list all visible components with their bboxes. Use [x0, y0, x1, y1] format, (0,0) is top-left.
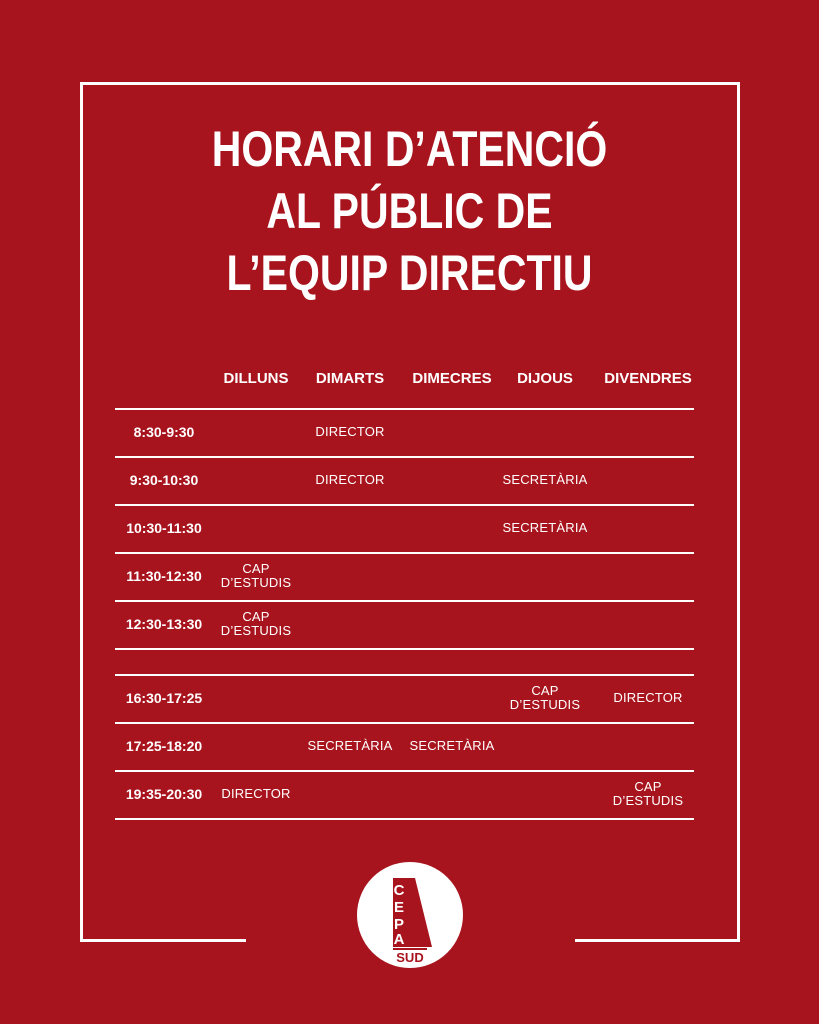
schedule-cell-dimarts: SECRETÀRIA	[307, 738, 393, 753]
time-slot-label: 19:35-20:30	[125, 786, 203, 802]
schedule-cell-dilluns: CAP D’ESTUDIS	[220, 609, 292, 638]
logo-sud-text: SUD	[396, 950, 424, 965]
table-divider	[115, 770, 694, 772]
schedule-cell-dilluns: DIRECTOR	[221, 786, 291, 801]
table-divider	[115, 504, 694, 506]
time-slot-label: 16:30-17:25	[125, 690, 203, 706]
table-divider	[115, 408, 694, 410]
logo-mark	[357, 862, 463, 968]
table-divider	[115, 552, 694, 554]
schedule-cell-dimarts: DIRECTOR	[315, 472, 385, 487]
schedule-cell-dijous: CAP D’ESTUDIS	[509, 683, 581, 712]
table-divider	[115, 818, 694, 820]
title-line-2: AL PÚBLIC DE	[266, 183, 553, 239]
schedule-cell-dijous: SECRETÀRIA	[502, 472, 588, 487]
schedule-cell-divendres: DIRECTOR	[613, 690, 683, 705]
logo-letter-e: E	[393, 899, 405, 916]
table-divider	[115, 722, 694, 724]
time-slot-label: 17:25-18:20	[125, 738, 203, 754]
table-divider	[115, 674, 694, 676]
schedule-cell-dijous: SECRETÀRIA	[502, 520, 588, 535]
day-header-dilluns: DILLUNS	[223, 370, 289, 387]
frame-bottom-right-line	[575, 939, 740, 942]
time-slot-label: 12:30-13:30	[125, 616, 203, 632]
table-divider	[115, 456, 694, 458]
schedule-cell-dimecres: SECRETÀRIA	[409, 738, 495, 753]
title-line-1: HORARI D’ATENCIÓ	[211, 121, 608, 177]
day-header-dimarts: DIMARTS	[315, 370, 385, 387]
title-line-3: L’EQUIP DIRECTIU	[226, 245, 593, 301]
day-header-divendres: DIVENDRES	[604, 370, 692, 387]
schedule-cell-divendres: CAP D’ESTUDIS	[612, 779, 684, 808]
schedule-cell-dimarts: DIRECTOR	[315, 424, 385, 439]
logo-letter-p: P	[393, 916, 405, 933]
page-title	[74, 118, 746, 304]
time-slot-label: 8:30-9:30	[133, 424, 195, 440]
table-divider	[115, 648, 694, 650]
time-slot-label: 9:30-10:30	[129, 472, 199, 488]
table-divider	[115, 600, 694, 602]
schedule-cell-dilluns: CAP D’ESTUDIS	[220, 561, 292, 590]
frame-top-line	[80, 82, 740, 85]
logo-letter-c: C	[393, 882, 405, 899]
cepa-sud-logo	[357, 862, 463, 968]
frame-bottom-left-line	[80, 939, 246, 942]
day-header-dimecres: DIMECRES	[412, 370, 492, 387]
time-slot-label: 10:30-11:30	[126, 520, 202, 536]
time-slot-label: 11:30-12:30	[126, 568, 202, 584]
day-header-dijous: DIJOUS	[517, 370, 573, 387]
logo-letter-a: A	[393, 931, 405, 948]
